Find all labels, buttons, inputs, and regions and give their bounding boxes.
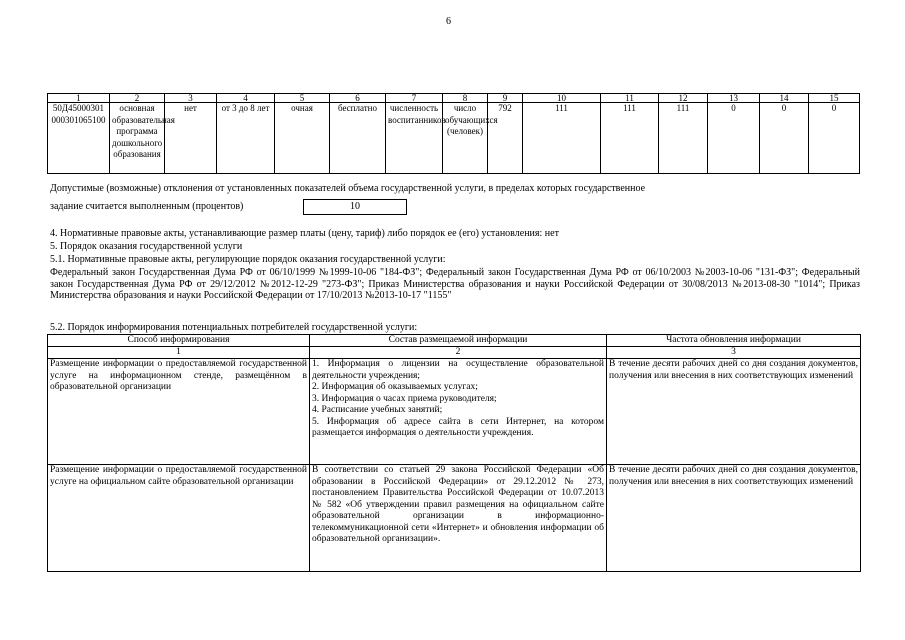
method-cell: Размещение информации о предоставляемой государственной услуге на информационном стенде, размещённом в образовательной организации (48, 359, 310, 465)
deviation-value-box: 10 (303, 199, 407, 215)
col-number: 2 (310, 347, 607, 359)
col-header: 4 (217, 94, 275, 103)
content-item: 2. Информация об оказываемых услугах; (312, 382, 478, 392)
frequency-cell: В течение десяти рабочих дней со дня создания документов, получения или внесения в них соответствующих изменений (607, 465, 861, 572)
table-cell: очная (275, 103, 330, 174)
table-cell: численность воспитанников (386, 103, 443, 174)
col-header: 5 (275, 94, 330, 103)
content-item: 3. Информация о часах приема руководителя; (312, 393, 497, 404)
table-row (48, 465, 861, 572)
table-cell: 111 (659, 103, 708, 174)
table-cell: число обучающихся (человек) (443, 103, 488, 174)
table-header-row (48, 335, 861, 347)
col-number: 3 (607, 347, 861, 359)
col-header: 8 (443, 94, 488, 103)
content-item: 4. Расписание учебных занятий; (312, 405, 443, 415)
content-cell (310, 359, 607, 465)
col-header: 13 (708, 94, 760, 103)
content-item: 1. Информация о лицензии на осуществление образовательной деятельности учреждения; (312, 359, 604, 381)
section-5-title: 5. Порядок оказания государственной услуги (50, 241, 243, 252)
table-cell: 792 (488, 103, 523, 174)
deviation-text-line2: задание считается выполненным (процентов) (50, 201, 244, 212)
col-header: 7 (386, 94, 443, 103)
col-header: 10 (523, 94, 601, 103)
table-row (48, 359, 861, 465)
section-5-1-title: 5.1. Нормативные правовые акты, регулирующие порядок оказания государственной услуги: (50, 254, 446, 265)
col-header: 14 (760, 94, 809, 103)
table-cell: 0 (760, 103, 809, 174)
col-header: 1 (48, 94, 110, 103)
col-header: Состав размещаемой информации (310, 335, 607, 347)
table-cell: нет (165, 103, 217, 174)
table-header-row (48, 94, 860, 103)
section-5-1-text: Федеральный закон Государственная Дума РФ от 06/10/1999 №1999-10-06 "184-ФЗ"; Федеральный закон Государственная Дума РФ от 06/10/2003 №2003-10-06 "131-ФЗ"; Федеральный закон Государственная Дума РФ от 29/12/2012 №2012-12-29 "273-ФЗ"; Приказ Министерства образования и науки Российской Федерации от 30/08/2013 №2013-08-30 "1014"; Приказ Министерства образования и науки Российской Федерации от 17/10/2013 №2013-10-17 "1155" (50, 267, 860, 301)
page-number: 6 (446, 16, 451, 27)
content-cell: В соответствии со статьей 29 закона Российской Федерации «Об образовании в Российской Федерации» от 29.12.2012 № 273, постановлением Правительства Российской Федерации от 10.07.2013 № 582 «Об утверждении правил размещения на официальном сайте образовательной организации в информационно-телекоммуникационной сети «Интернет» и обновления информации об образовательной организации». (310, 465, 607, 572)
section-5-2-title: 5.2. Порядок информирования потенциальных потребителей государственной услуги: (50, 322, 418, 333)
col-header: 6 (330, 94, 386, 103)
method-cell: Размещение информации о предоставляемой государственной услуге на официальном сайте образовательной организации (48, 465, 310, 572)
col-header: 15 (809, 94, 860, 103)
table-cell: основная образовательная программа дошкольного образования (110, 103, 165, 174)
col-header: Способ информирования (48, 335, 310, 347)
col-header: 2 (110, 94, 165, 103)
col-header: 9 (488, 94, 523, 103)
table-cell: от 3 до 8 лет (217, 103, 275, 174)
table-cell: 111 (601, 103, 659, 174)
table-cell: 0 (708, 103, 760, 174)
col-header: 12 (659, 94, 708, 103)
table-cell: 0 (809, 103, 860, 174)
col-header: 3 (165, 94, 217, 103)
table-row (48, 103, 860, 174)
service-volume-table (47, 93, 860, 174)
information-procedure-table (47, 334, 861, 572)
section-4-text: 4. Нормативные правовые акты, устанавливающие размер платы (цену, тариф) либо порядок ее (его) установления: нет (50, 228, 559, 239)
deviation-text-line1: Допустимые (возможные) отклонения от установленных показателей объема государственной услуги, в пределах которых государственное (50, 183, 646, 194)
content-item: 5. Информация об адресе сайта в сети Интернет, на котором размещается информация о деятельности учреждения. (312, 416, 604, 438)
frequency-cell: В течение десяти рабочих дней со дня создания документов, получения или внесения в них соответствующих изменений (607, 359, 861, 465)
table-cell: 50Д45000301 000301065100 (48, 103, 110, 174)
table-number-row (48, 347, 861, 359)
col-header: Частота обновления информации (607, 335, 861, 347)
col-header: 11 (601, 94, 659, 103)
col-number: 1 (48, 347, 310, 359)
table-cell: бесплатно (330, 103, 386, 174)
table-cell: 111 (523, 103, 601, 174)
